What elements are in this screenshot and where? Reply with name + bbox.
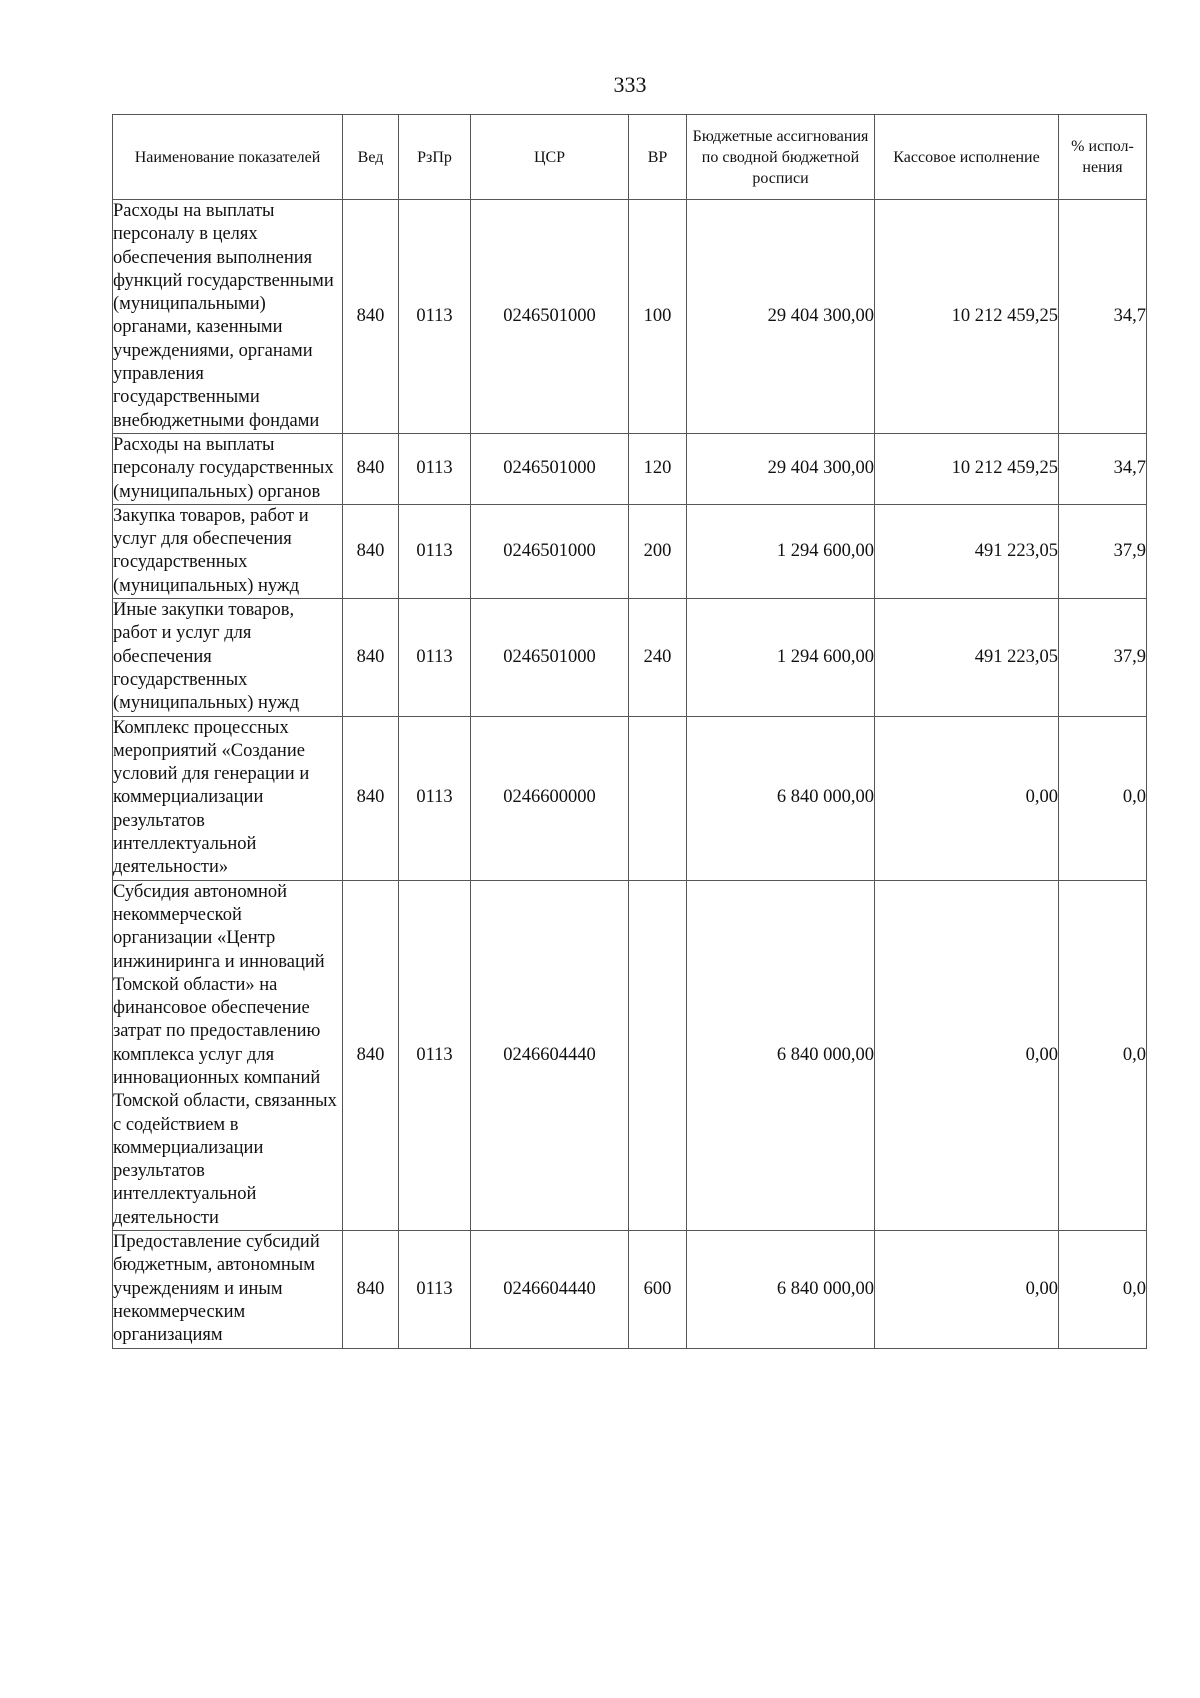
row-cash: 10 212 459,25 — [875, 433, 1059, 504]
row-budget: 6 840 000,00 — [687, 716, 875, 880]
row-csr: 0246501000 — [471, 599, 629, 716]
row-name: Расходы на выплаты персоналу государственных (муниципальных) органов — [113, 433, 343, 504]
row-percent: 0,0 — [1059, 1231, 1147, 1348]
row-cash: 0,00 — [875, 716, 1059, 880]
row-rzpr: 0113 — [399, 200, 471, 434]
row-vr: 240 — [629, 599, 687, 716]
row-ved: 840 — [343, 433, 399, 504]
row-rzpr: 0113 — [399, 433, 471, 504]
row-name: Субсидия автономной некоммерческой организации «Центр инжиниринга и инноваций Томской области» на финансовое обеспечение затрат по предоставлению комплекса услуг для инновационных компаний Томской области, связанных с содействием в коммерциализации результатов интеллектуальной деятельности — [113, 880, 343, 1230]
row-cash: 491 223,05 — [875, 504, 1059, 598]
header-ved: Вед — [343, 115, 399, 200]
row-budget: 1 294 600,00 — [687, 599, 875, 716]
row-cash: 0,00 — [875, 880, 1059, 1230]
row-percent: 0,0 — [1059, 716, 1147, 880]
row-vr — [629, 716, 687, 880]
table-row — [113, 599, 1147, 716]
row-rzpr: 0113 — [399, 716, 471, 880]
table-row — [113, 200, 1147, 434]
row-percent: 34,7 — [1059, 433, 1147, 504]
row-csr: 0246501000 — [471, 433, 629, 504]
row-ved: 840 — [343, 880, 399, 1230]
row-vr: 200 — [629, 504, 687, 598]
table-row — [113, 880, 1147, 1230]
header-cash: Кассовое исполнение — [875, 115, 1059, 200]
header-budget: Бюджетные ассигнования по сводной бюджетной росписи — [687, 115, 875, 200]
row-name: Предоставление субсидий бюджетным, автономным учреждениям и иным некоммерческим организациям — [113, 1231, 343, 1348]
row-budget: 6 840 000,00 — [687, 880, 875, 1230]
row-cash: 0,00 — [875, 1231, 1059, 1348]
row-vr: 600 — [629, 1231, 687, 1348]
row-name: Комплекс процессных мероприятий «Создание условий для генерации и коммерциализации результатов интеллектуальной деятельности» — [113, 716, 343, 880]
header-rzpr: РзПр — [399, 115, 471, 200]
header-vr: ВР — [629, 115, 687, 200]
table-row — [113, 433, 1147, 504]
row-budget: 1 294 600,00 — [687, 504, 875, 598]
row-csr: 0246604440 — [471, 880, 629, 1230]
page-number: 333 — [613, 72, 647, 97]
header-name: Наименование показателей — [113, 115, 343, 200]
row-cash: 10 212 459,25 — [875, 200, 1059, 434]
row-ved: 840 — [343, 599, 399, 716]
row-vr — [629, 880, 687, 1230]
row-ved: 840 — [343, 716, 399, 880]
header-csr: ЦСР — [471, 115, 629, 200]
row-csr: 0246604440 — [471, 1231, 629, 1348]
row-rzpr: 0113 — [399, 599, 471, 716]
row-name: Закупка товаров, работ и услуг для обеспечения государственных (муниципальных) нужд — [113, 504, 343, 598]
row-cash: 491 223,05 — [875, 599, 1059, 716]
row-ved: 840 — [343, 504, 399, 598]
row-csr: 0246501000 — [471, 504, 629, 598]
row-csr: 0246600000 — [471, 716, 629, 880]
row-name: Расходы на выплаты персоналу в целях обеспечения выполнения функций государственными (муниципальными) органами, казенными учреждениями, органами управления государственными внебюджетными фондами — [113, 200, 343, 434]
row-percent: 37,9 — [1059, 599, 1147, 716]
table-row — [113, 1231, 1147, 1348]
table-header-row — [113, 115, 1147, 200]
row-budget: 29 404 300,00 — [687, 433, 875, 504]
table-row — [113, 504, 1147, 598]
row-budget: 29 404 300,00 — [687, 200, 875, 434]
row-percent: 0,0 — [1059, 880, 1147, 1230]
table-row — [113, 716, 1147, 880]
row-ved: 840 — [343, 1231, 399, 1348]
row-budget: 6 840 000,00 — [687, 1231, 875, 1348]
row-ved: 840 — [343, 200, 399, 434]
row-rzpr: 0113 — [399, 1231, 471, 1348]
row-vr: 120 — [629, 433, 687, 504]
header-percent: % испол-нения — [1059, 115, 1147, 200]
row-rzpr: 0113 — [399, 880, 471, 1230]
row-name: Иные закупки товаров, работ и услуг для обеспечения государственных (муниципальных) нужд — [113, 599, 343, 716]
budget-execution-table — [112, 114, 1147, 1349]
row-vr: 100 — [629, 200, 687, 434]
row-percent: 37,9 — [1059, 504, 1147, 598]
row-csr: 0246501000 — [471, 200, 629, 434]
row-percent: 34,7 — [1059, 200, 1147, 434]
row-rzpr: 0113 — [399, 504, 471, 598]
